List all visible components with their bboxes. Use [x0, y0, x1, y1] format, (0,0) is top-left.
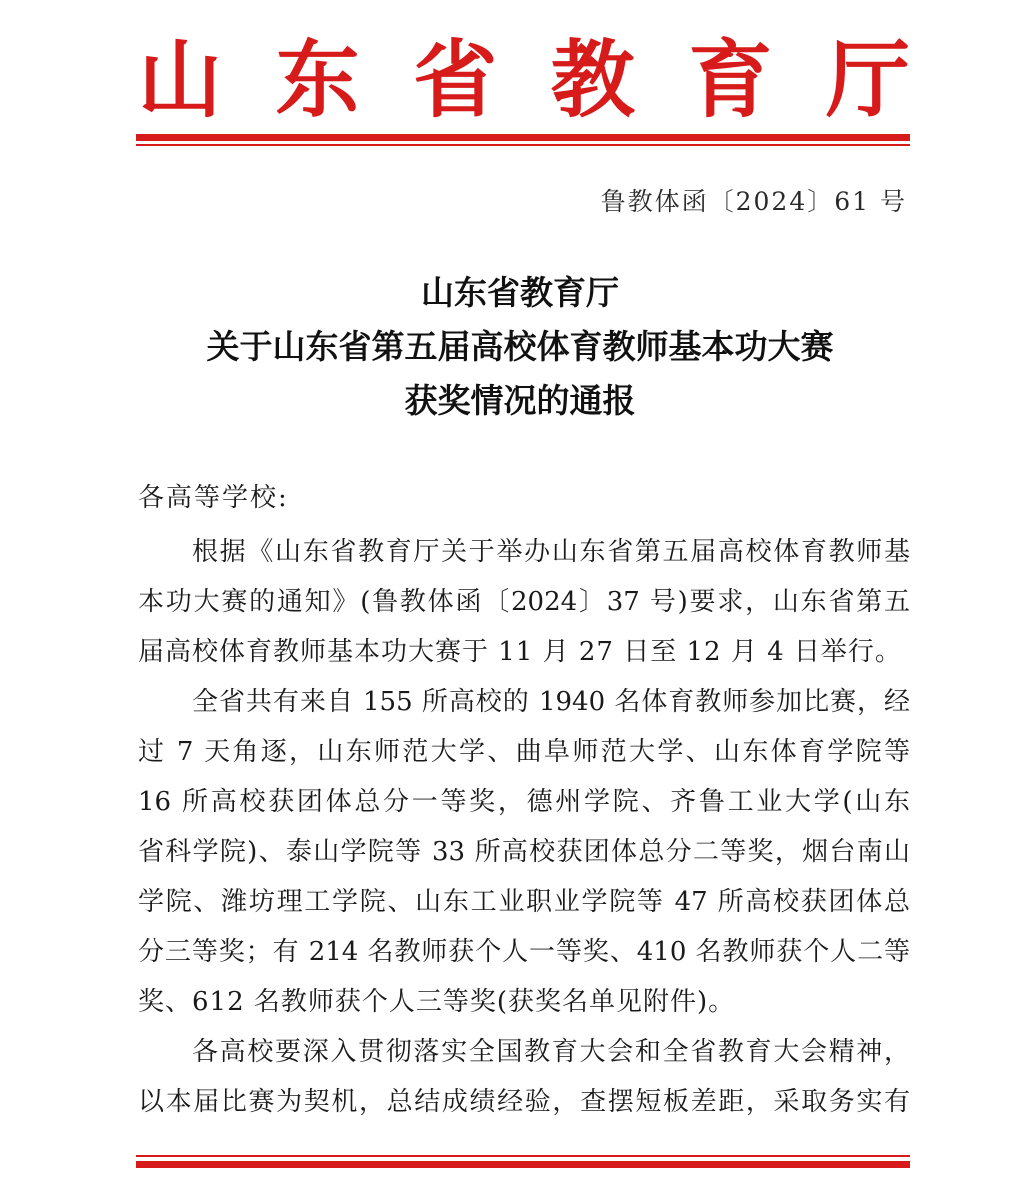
body-line: 16 所高校获团体总分一等奖，德州学院、齐鲁工业大学(山东: [138, 787, 910, 817]
masthead-char: 东: [275, 31, 360, 129]
title-line-1: 山东省教育厅: [421, 273, 619, 312]
body-line: 全省共有来自 155 所高校的 1940 名体育教师参加比赛，经: [192, 687, 910, 717]
issuer-masthead: [138, 32, 910, 128]
title-line-2: 关于山东省第五届高校体育教师基本功大赛: [206, 327, 834, 366]
body-line: 以本届比赛为契机，总结成绩经验，查摆短板差距，采取务实有: [138, 1087, 910, 1117]
body-line: 根据《山东省教育厅关于举办山东省第五届高校体育教师基: [192, 537, 910, 567]
masthead-char: 省: [413, 31, 498, 129]
body-line: 各高校要深入贯彻落实全国教育大会和全省教育大会精神，: [192, 1037, 910, 1067]
masthead-char: 育: [688, 31, 773, 129]
body-line: 奖、612 名教师获个人三等奖(获奖名单见附件)。: [138, 987, 736, 1017]
body-line: 学院、潍坊理工学院、山东工业职业学院等 47 所高校获团体总: [138, 887, 910, 917]
title-line-3: 获奖情况的通报: [404, 381, 636, 420]
salutation: 各高等学校:: [138, 483, 289, 513]
body-line: 分三等奖；有 214 名教师获个人一等奖、410 名教师获个人二等: [138, 937, 910, 967]
footer-rule-thick: [136, 1161, 910, 1168]
body-line: 本功大赛的通知》(鲁教体函〔2024〕37 号)要求，山东省第五: [138, 587, 910, 617]
body-line: 过 7 天角逐，山东师范大学、曲阜师范大学、山东体育学院等: [138, 737, 910, 767]
footer-rule-thin: [136, 1155, 910, 1157]
masthead-char: 山: [138, 31, 223, 129]
body-line: 届高校体育教师基本功大赛于 11 月 27 日至 12 月 4 日举行。: [138, 637, 902, 667]
header-rule-thin: [136, 144, 910, 146]
body-line: 省科学院)、泰山学院等 33 所高校获团体总分二等奖，烟台南山: [138, 837, 910, 867]
masthead-char: 厅: [825, 31, 910, 129]
document-number: 鲁教体函〔2024〕61 号: [600, 187, 907, 216]
header-rule-thick: [136, 134, 910, 141]
masthead-char: 教: [550, 31, 635, 129]
document-title: [120, 266, 920, 428]
